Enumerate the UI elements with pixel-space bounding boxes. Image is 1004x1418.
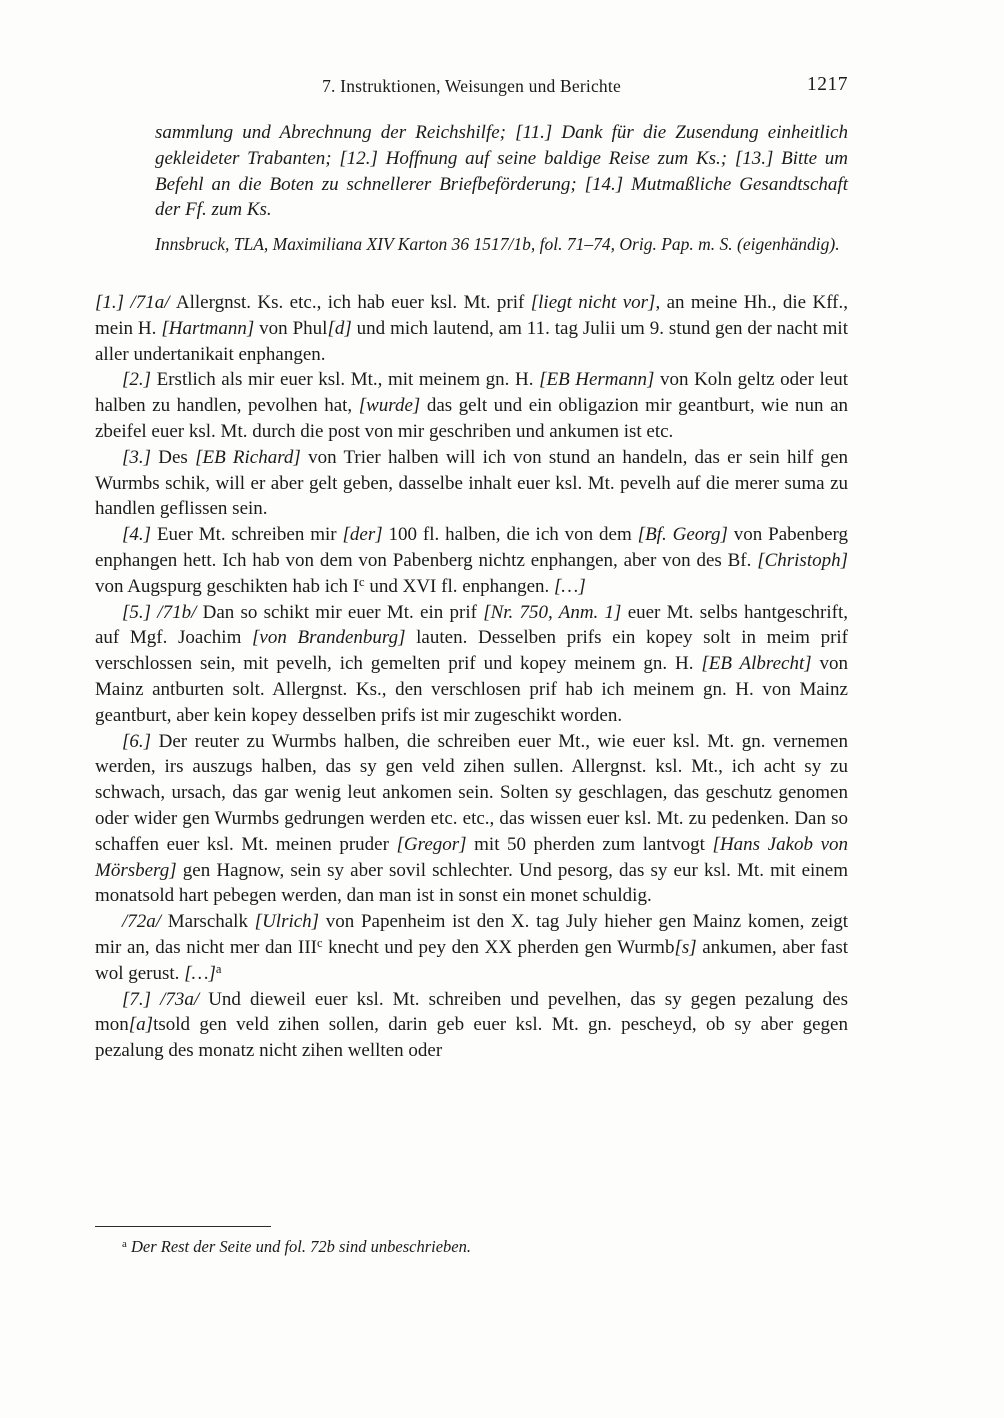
text-run: und mich lautend, am 11. tag Julii um 9. stund gen der nacht mit aller undertanikait enphangen.: [95, 317, 848, 365]
italic-run: [EB Albrecht]: [701, 653, 812, 675]
italic-run: [4.]: [122, 524, 157, 546]
italic-run: […]: [554, 575, 586, 597]
italic-run: Der Rest der Seite und fol. 72b sind unbeschrieben.: [130, 1237, 471, 1256]
running-head-title: 7. Instruktionen, Weisungen und Berichte: [322, 76, 621, 96]
superscript: a: [122, 1238, 127, 1251]
body-paragraph: [95, 367, 848, 444]
text-run: von Mainz antburten solt. Allergnst. Ks., den verschlosen prif hab ich meinem gn. H. von Mainz geantburt, aber kein kopey desselben prifs ist mir zugeschikt worden.: [95, 653, 849, 726]
text-run: und XVI fl. enphangen.: [364, 575, 555, 597]
footnote-area: [95, 1226, 848, 1257]
superscript: c: [317, 936, 323, 951]
italic-run: [von Brandenburg]: [252, 627, 406, 649]
text-run: lauten. Desselben prifs ein kopey solt in meim prif verschlossen sein, mit pevelh, ich gemelten prif und kopey meinem gn. H.: [95, 627, 848, 675]
italic-run: [EB Hermann]: [539, 369, 655, 391]
italic-run: [Nr. 750, Anm. 1]: [483, 601, 622, 623]
text-run: von Trier halben will ich von stund an handeln, das er sein hilf gen Wurmbs schik, will er aber gelt geben, dasselbe inhalt euer ksl. Mt. pevelh auf die merer suma zu handlen geflissen sein.: [95, 446, 848, 520]
italic-run: [7.] /73a/: [122, 988, 209, 1010]
italic-run: [d]: [327, 317, 352, 339]
italic-run: sammlung und Abrechnung der Reichshilfe; [11.] Dank für die Zusendung einheitlich gekleideter Trabanten; [12.] Hoffnung auf seine baldige Reise zum Ks.; [13.] Bitte um Befehl an die Boten zu schnellerer Briefbeförderung; [14.] Mutmaßliche Gesandtschaft der Ff. zum Ks.: [155, 122, 848, 221]
text-run: Dan so schikt mir euer Mt. ein prif: [202, 601, 484, 623]
archival-citation: [155, 233, 848, 256]
running-head: [95, 76, 848, 97]
text-run: Und dieweil euer ksl. Mt. schreiben und pevelhen, das sy gegen pezalung des mon: [95, 988, 848, 1036]
italic-run: [3.]: [122, 446, 159, 468]
text-run: , an meine Hh., die Kff., mein H.: [95, 292, 849, 339]
italic-run: […]: [184, 962, 216, 984]
text-run: gen Hagnow, sein sy aber sovil schlechter. Und pesorg, das sy eur ksl. Mt. mit einem monatsold hart pebegen werden, dan man ist in sonst ein monet schuldig.: [95, 859, 848, 907]
body-paragraph: [95, 290, 848, 367]
italic-run: [Gregor]: [396, 833, 467, 855]
text-run: tsold gen veld zihen sollen, darin geb euer ksl. Mt. gn. pescheyd, ob sy aber gegen pezalung des monatz nicht zihen wellten oder: [95, 1014, 848, 1062]
italic-run: [wurde]: [358, 395, 421, 417]
text-run: von Augspurg geschikten hab ich I: [95, 575, 360, 597]
regest-summary: [155, 120, 848, 223]
italic-run: /72a/: [122, 911, 168, 933]
body-paragraph: [95, 600, 848, 729]
text-run: mit 50 pherden zum lantvogt: [466, 833, 713, 855]
text-run: Des: [158, 446, 196, 468]
italic-run: [2.]: [122, 369, 157, 391]
italic-run: [liegt nicht vor]: [530, 292, 656, 313]
text-run: von Pabenberg enphangen hett. Ich hab von dem von Pabenberg nichtz enphangen, aber von des Bf.: [95, 524, 848, 571]
italic-run: [Hans Jakob von Mörsberg]: [95, 833, 849, 881]
italic-run: [Christoph]: [757, 549, 848, 571]
text-run: Euer Mt. schreiben mir: [156, 524, 343, 546]
italic-run: [Ulrich]: [254, 911, 320, 933]
text-run: Allergnst. Ks. etc., ich hab euer ksl. Mt. prif: [175, 292, 531, 313]
italic-run: [s]: [674, 936, 697, 958]
italic-run: [5.] /71b/: [122, 601, 203, 623]
italic-run: [a]: [128, 1014, 154, 1036]
text-run: von Koln geltz oder leut halben zu handlen, pevolhen hat,: [95, 369, 848, 417]
text-run: von Papenheim ist den X. tag July hieher gen Mainz komen, zeigt mir an, das nicht mer dan III: [95, 911, 848, 958]
footnote-separator: [95, 1226, 271, 1227]
italic-run: [6.]: [122, 730, 159, 752]
text-run: Der reuter zu Wurmbs halben, die schreiben euer Mt., wie euer ksl. Mt. gn. vernemen werden, irs auszugs halben, das sy gen veld zihen sullen. Allergnst. ksl. Mt., ich acht sy zu schwach, ursach, das gar wenig leut ankomen sein. Solten sy geschlagen, das geschutz genomen oder wider gen Wurmbs gedrungen werden etc. etc., das wissen euer ksl. Mt. zu pedenken. Dan so schaffen euer ksl. Mt. meinen pruder: [95, 730, 848, 855]
footnote: [95, 1236, 848, 1257]
text-run: das gelt und ein obligazion mir geantburt, wie nun an zbeifel euer ksl. Mt. durch die post von mir geschriben und ankumen ist etc.: [95, 395, 849, 442]
superscript: a: [215, 962, 222, 977]
italic-run: [EB Richard]: [195, 446, 301, 468]
italic-run: [der]: [342, 524, 383, 546]
body-paragraph: [95, 729, 848, 910]
text-run: Marschalk: [167, 911, 255, 933]
body-paragraph: [95, 522, 848, 599]
superscript: c: [359, 575, 365, 590]
text-run: knecht und pey den XX pherden gen Wurmb: [322, 936, 675, 958]
document-body: [95, 290, 848, 1064]
italic-run: [1.] /71a/: [95, 292, 176, 313]
italic-run: [Bf. Georg]: [637, 524, 728, 546]
page-number: 1217: [807, 74, 848, 95]
body-paragraph: [95, 987, 848, 1064]
italic-run: Innsbruck, TLA, Maximiliana XIV Karton 36 1517/1b, fol. 71–74, Orig. Pap. m. S. (eigenhändig).: [155, 234, 840, 254]
italic-run: [Hartmann]: [161, 317, 255, 339]
body-paragraph: [95, 909, 848, 986]
text-run: von Phul: [254, 317, 328, 339]
text-run: Erstlich als mir euer ksl. Mt., mit meinem gn. H.: [156, 369, 540, 391]
body-paragraph: [95, 445, 848, 522]
text-run: 100 fl. halben, die ich von dem: [382, 524, 638, 546]
text-run: ankumen, aber fast wol gerust.: [95, 936, 848, 984]
text-run: euer Mt. selbs hantgeschrift, auf Mgf. Joachim: [95, 601, 848, 649]
